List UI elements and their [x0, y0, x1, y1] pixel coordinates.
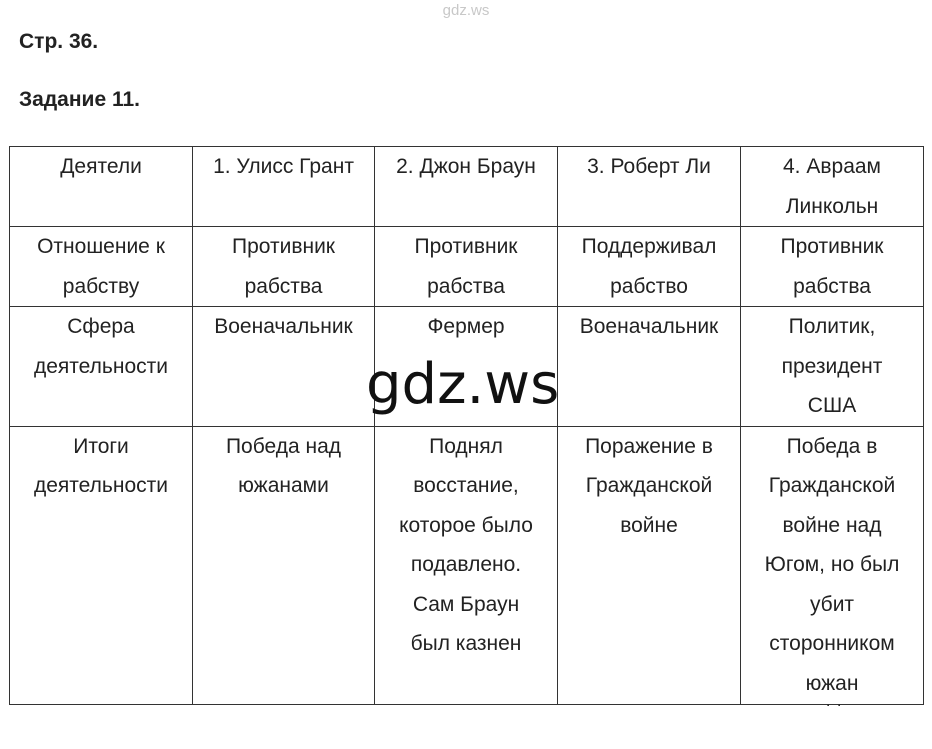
table-cell: Итоги деятельности [10, 426, 193, 704]
stray-mark: ˙ ˙ [826, 702, 843, 722]
table-cell: 3. Роберт Ли [558, 147, 741, 227]
table-cell: Поднял восстание, которое было подавлено. Сам Браун был казнен [375, 426, 558, 704]
table-cell: Противник рабства [193, 227, 375, 307]
table-cell: 4. Авраам Линкольн [741, 147, 924, 227]
table-header-row [10, 147, 924, 227]
table-cell: Отношение к рабству [10, 227, 193, 307]
answer-table [9, 146, 924, 705]
table-cell: Противник рабства [375, 227, 558, 307]
table-cell: 1. Улисс Грант [193, 147, 375, 227]
task-title: Задание 11. [19, 88, 140, 111]
table-cell: Деятели [10, 147, 193, 227]
table-cell: Поддерживал рабство [558, 227, 741, 307]
table-cell: Победа над южанами [193, 426, 375, 704]
table-row [10, 227, 924, 307]
watermark-center: gdz.ws [366, 352, 560, 417]
table-cell: Политик, президент США [741, 307, 924, 427]
table-cell: Противник рабства [741, 227, 924, 307]
table-cell: Сфера деятельности [10, 307, 193, 427]
table-cell: 2. Джон Браун [375, 147, 558, 227]
page-reference: Стр. 36. [19, 30, 99, 53]
table-cell: Победа в Гражданской войне над Югом, но был убит сторонником южан [741, 426, 924, 704]
table-cell: Военачальник [193, 307, 375, 427]
table-cell: Фермер [375, 307, 558, 427]
table-cell: Военачальник [558, 307, 741, 427]
table-row [10, 426, 924, 704]
table-cell: Поражение в Гражданской войне [558, 426, 741, 704]
watermark-top: gdz.ws [442, 2, 490, 19]
